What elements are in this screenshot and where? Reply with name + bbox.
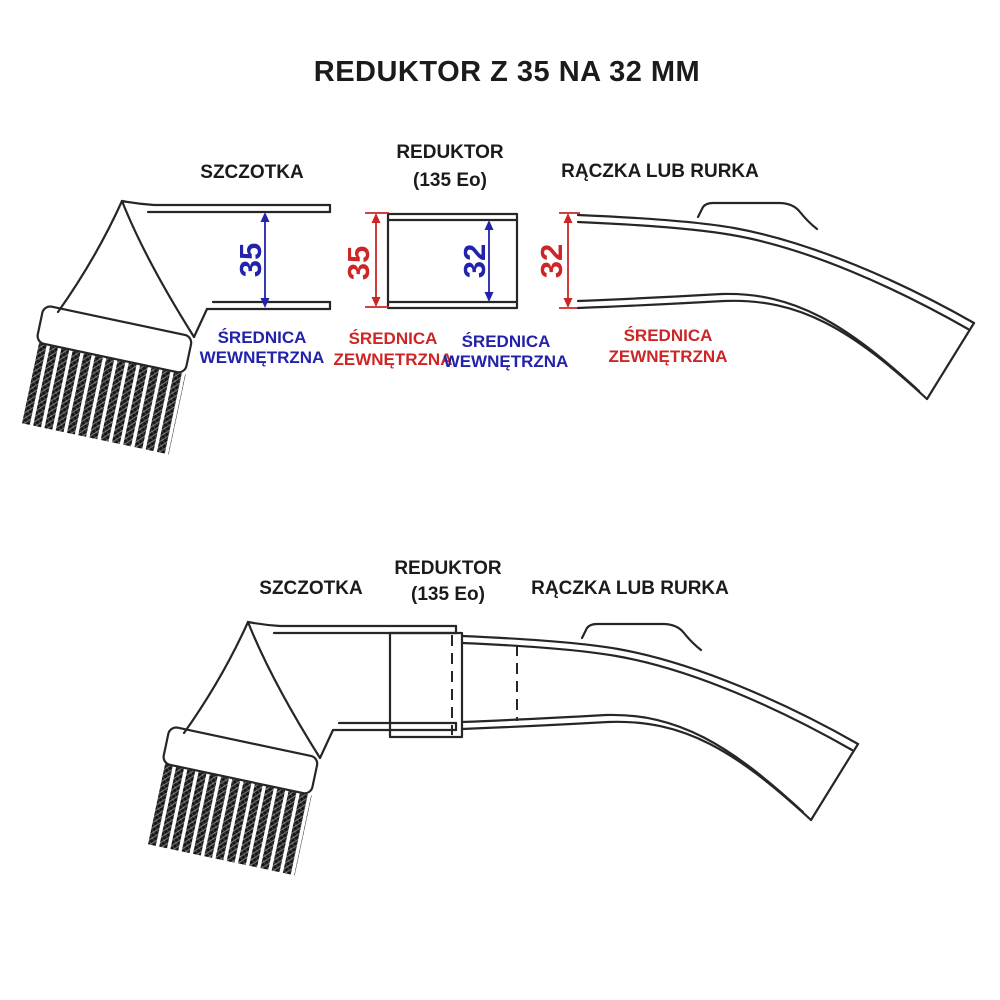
dim-arrow-up (485, 220, 494, 230)
caption-srednica: ŚREDNICA (217, 328, 307, 347)
dim-arrow-down (485, 292, 494, 302)
diameter-caption-reducer-inner (444, 332, 569, 371)
caption-srednica: ŚREDNICA (348, 329, 438, 348)
caption-zewnetrzna: ZEWNĘTRZNA (608, 347, 728, 366)
caption-wewnetrzna: WEWNĘTRZNA (199, 348, 325, 367)
top-exploded-view (22, 142, 974, 454)
reducer-collar-outline (390, 633, 462, 737)
dim-arrow-up (261, 212, 270, 222)
label-reduktor-sub-bottom: (135 Eo) (411, 584, 485, 605)
dim-value-handle-outer: 32 (534, 243, 569, 279)
label-szczotka-bottom: SZCZOTKA (259, 578, 363, 599)
label-raczka-bottom: RĄCZKA LUB RURKA (531, 578, 729, 599)
caption-srednica: ŚREDNICA (461, 332, 551, 351)
handle-drawing-bottom (462, 624, 858, 820)
caption-zewnetrzna: ZEWNĘTRZNA (333, 350, 453, 369)
label-reduktor-bottom: REDUKTOR (394, 558, 502, 579)
diameter-caption-brush (200, 328, 325, 367)
dim-reducer-outer (341, 213, 389, 307)
handle-drawing-top (578, 203, 974, 399)
label-szczotka-top: SZCZOTKA (200, 162, 304, 183)
brush-drawing-bottom (148, 622, 456, 875)
reducer-outline (388, 214, 517, 308)
label-reduktor-top: REDUKTOR (396, 142, 504, 163)
label-raczka-top: RĄCZKA LUB RURKA (561, 161, 759, 182)
dim-handle-outer (534, 213, 580, 308)
dim-arrow-up (372, 213, 381, 223)
dim-value-brush-inner: 35 (233, 242, 268, 278)
reducer-drawing-top (388, 214, 517, 308)
dim-arrow-down (564, 298, 573, 308)
page-title: REDUKTOR Z 35 NA 32 MM (313, 56, 701, 88)
diameter-caption-reducer-outer (334, 329, 453, 369)
bottom-assembled-view (148, 558, 858, 875)
dim-value-reducer-outer: 35 (341, 245, 376, 281)
diameter-caption-handle (609, 326, 728, 366)
dim-reducer-inner (457, 220, 494, 302)
label-reduktor-sub-top: (135 Eo) (413, 170, 487, 191)
dim-value-reducer-inner: 32 (457, 243, 492, 279)
caption-wewnetrzna: WEWNĘTRZNA (443, 352, 569, 371)
dim-arrow-down (372, 297, 381, 307)
dim-brush-inner (233, 212, 270, 308)
caption-srednica: ŚREDNICA (623, 326, 713, 345)
dim-arrow-up (564, 213, 573, 223)
